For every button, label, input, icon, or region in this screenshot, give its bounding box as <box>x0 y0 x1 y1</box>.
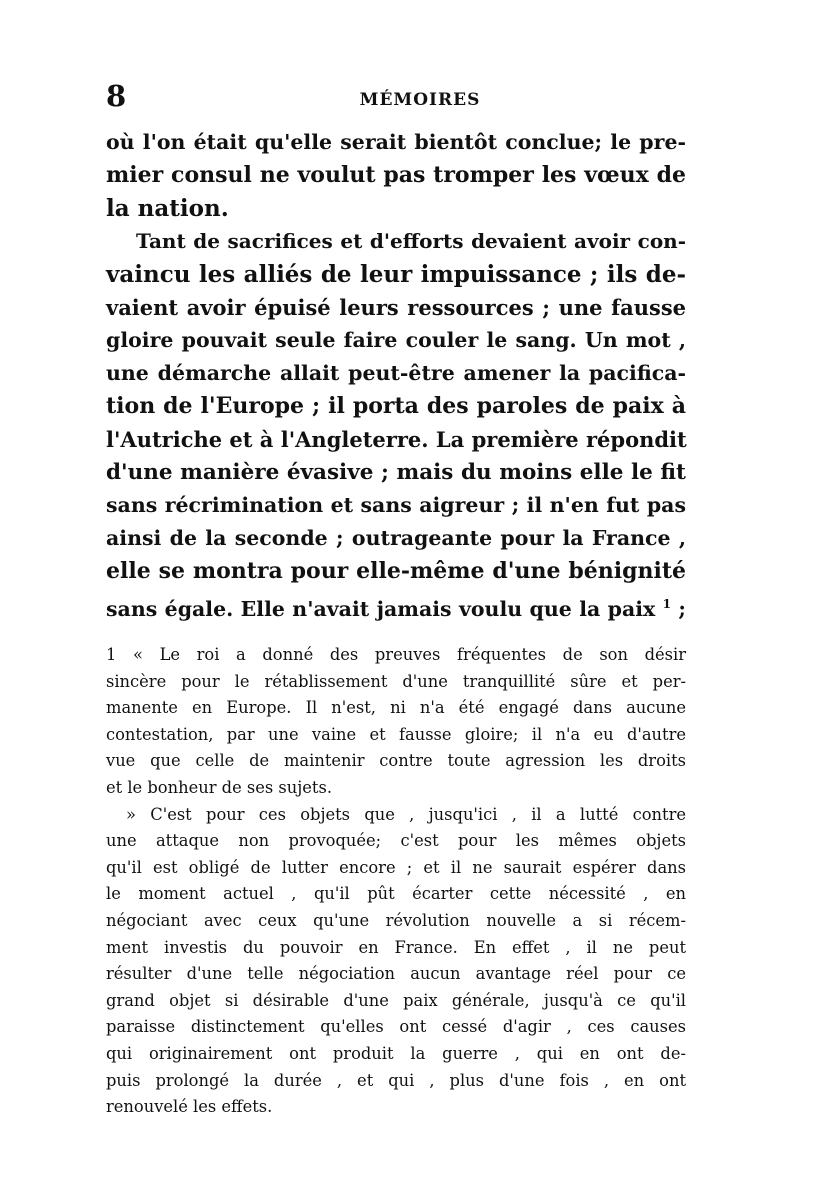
footnote-line: une attaque non provoquée; c'est pour les mêmes objets <box>106 831 686 851</box>
text-line-content: sans égale. Elle n'avait jamais voulu que la paix <box>106 597 656 621</box>
text-line: d'une manière évasive ; mais du moins elle le fit <box>106 460 686 485</box>
footnote-line: résulter d'une telle négociation aucun avantage réel pour ce <box>106 964 686 984</box>
text-line: Tant de sacrifices et d'efforts devaient avoir con- <box>136 229 686 253</box>
footnote-line: paraisse distinctement qu'elles ont cessé d'agir , ces causes <box>106 1017 686 1037</box>
text-line-tail: ; <box>678 597 686 621</box>
footnote-marker[interactable]: 1 <box>662 597 672 611</box>
text-line: vaient avoir épuisé leurs ressources ; une fausse <box>106 295 686 320</box>
footnote-line: 1 « Le roi a donné des preuves fréquentes de son désir <box>106 645 686 664</box>
footnote-line: puis prolongé la durée , et qui , plus d'une fois , en ont <box>106 1070 686 1090</box>
footnote-line: le moment actuel , qu'il pût écarter cette nécessité , en <box>106 884 686 904</box>
footnote-line: renouvelé les effets. <box>106 1097 273 1117</box>
footnote-line: négociant avec ceux qu'une révolution nouvelle a si récem- <box>106 910 686 930</box>
text-line: la nation. <box>106 195 229 222</box>
text-line: où l'on était qu'elle serait bientôt conclue; le pre- <box>106 130 686 154</box>
footnote-line: manente en Europe. Il n'est, ni n'a été engagé dans aucune <box>106 698 686 718</box>
text-line: elle se montra pour elle-même d'une bénignité <box>106 558 686 584</box>
text-line: vaincu les alliés de leur impuissance ; ils de- <box>106 261 686 288</box>
footnote-line: ment investis du pouvoir en France. En effet , il ne peut <box>106 937 686 957</box>
text-line: gloire pouvait seule faire couler le sang. Un mot , <box>106 328 686 352</box>
text-line: l'Autriche et à l'Angleterre. La première répondit <box>106 427 687 452</box>
footnote-line: sincère pour le rétablissement d'une tranquillité sûre et per- <box>106 671 686 691</box>
footnote-line: grand objet si désirable d'une paix générale, jusqu'à ce qu'il <box>106 990 686 1010</box>
text-line: mier consul ne voulut pas tromper les vœux de <box>106 162 686 188</box>
text-line-last <box>106 588 686 621</box>
main-text <box>106 126 686 621</box>
footnote-line: contestation, par une vaine et fausse gloire; il n'a eu d'autre <box>106 724 686 744</box>
running-head: MÉMOIRES <box>359 90 481 110</box>
text-line: sans récrimination et sans aigreur ; il n'en fut pas <box>106 493 686 517</box>
footnote-line: qu'il est obligé de lutter encore ; et il ne saurait espérer dans <box>106 857 686 877</box>
text-line: une démarche allait peut-être amener la pacifica- <box>106 361 686 385</box>
text-line: ainsi de la seconde ; outrageante pour la France , <box>106 526 686 550</box>
footnote-line: qui originairement ont produit la guerre , qui en ont de- <box>106 1043 686 1063</box>
page-number: 8 <box>106 79 127 113</box>
footnote-line: » C'est pour ces objets que , jusqu'ici , il a lutté contre <box>126 804 686 824</box>
footnote-line: et le bonheur de ses sujets. <box>106 777 332 797</box>
footnote-line: vue que celle de maintenir contre toute agression les droits <box>106 751 686 771</box>
footnote <box>106 642 686 1121</box>
text-line: tion de l'Europe ; il porta des paroles de paix à <box>106 393 686 419</box>
